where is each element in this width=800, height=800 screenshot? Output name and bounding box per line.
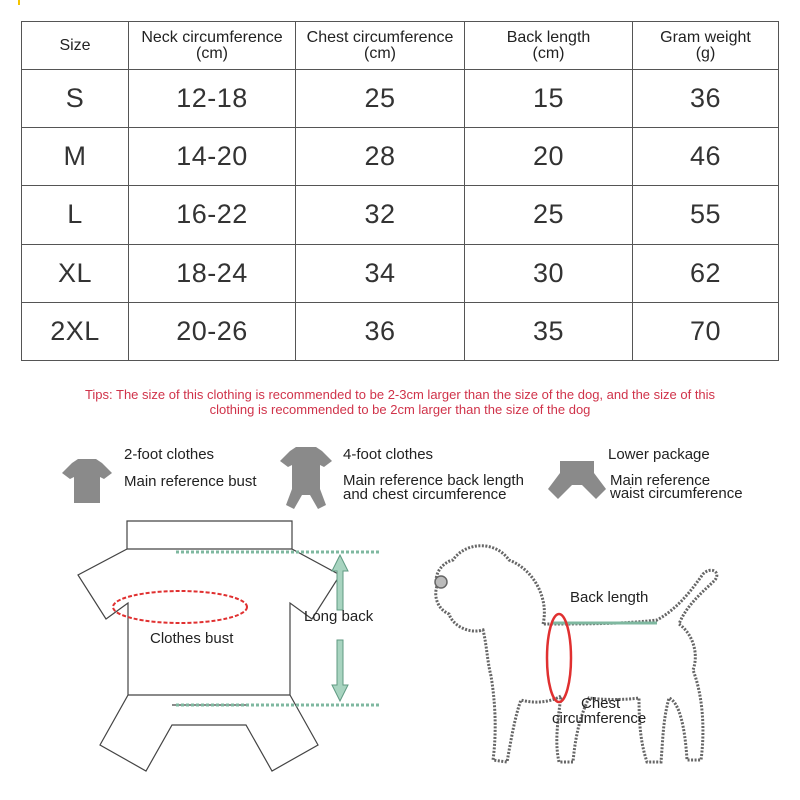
header-weight: Gram weight (g) bbox=[633, 22, 779, 70]
table-row bbox=[22, 128, 779, 186]
header-neck: Neck circumference (cm) bbox=[129, 22, 296, 70]
cell-chest: 36 bbox=[296, 302, 465, 360]
cell-back: 15 bbox=[465, 70, 633, 128]
cell-size: 2XL bbox=[22, 302, 129, 360]
clothes-bust-label: Clothes bust bbox=[150, 630, 234, 647]
cell-chest: 34 bbox=[296, 244, 465, 302]
cell-back: 20 bbox=[465, 128, 633, 186]
header-back: Back length (cm) bbox=[465, 22, 633, 70]
sizing-tips bbox=[40, 387, 760, 417]
four-foot-desc-line2: and chest circumference bbox=[343, 486, 507, 503]
cell-chest: 28 bbox=[296, 128, 465, 186]
chest-circumference-label-line2: circumference bbox=[552, 710, 647, 727]
cell-size: XL bbox=[22, 244, 129, 302]
cell-neck: 16-22 bbox=[129, 186, 296, 244]
cell-chest: 25 bbox=[296, 70, 465, 128]
clothes-diagram bbox=[76, 515, 396, 775]
cell-back: 35 bbox=[465, 302, 633, 360]
two-foot-shirt-icon bbox=[60, 455, 114, 507]
cell-weight: 70 bbox=[633, 302, 779, 360]
dog-nose-icon bbox=[435, 576, 447, 588]
back-length-label: Back length bbox=[570, 589, 649, 606]
long-back-label: Long back bbox=[304, 608, 374, 625]
tips-line-1: Tips: The size of this clothing is recommended to be 2-3cm larger than the size of the dog, and the size of this bbox=[84, 387, 716, 402]
four-foot-title: 4-foot clothes bbox=[343, 446, 434, 463]
cell-neck: 12-18 bbox=[129, 70, 296, 128]
accent-mark bbox=[18, 0, 20, 5]
cell-size: S bbox=[22, 70, 129, 128]
chest-circumference-label-line1: Chest bbox=[581, 695, 621, 712]
bust-measure-ellipse bbox=[113, 591, 247, 623]
cell-weight: 55 bbox=[633, 186, 779, 244]
cell-back: 25 bbox=[465, 186, 633, 244]
chest-measure-ring bbox=[547, 614, 571, 702]
cell-weight: 62 bbox=[633, 244, 779, 302]
size-chart-table bbox=[21, 21, 779, 361]
cell-chest: 32 bbox=[296, 186, 465, 244]
long-back-arrow bbox=[332, 555, 348, 701]
table-row bbox=[22, 302, 779, 360]
cell-neck: 20-26 bbox=[129, 302, 296, 360]
table-row bbox=[22, 244, 779, 302]
table-row bbox=[22, 70, 779, 128]
header-chest: Chest circumference (cm) bbox=[296, 22, 465, 70]
lower-package-desc-line1: Main reference bbox=[610, 472, 711, 489]
dog-diagram bbox=[425, 530, 725, 780]
table-header-row bbox=[22, 22, 779, 70]
cell-neck: 18-24 bbox=[129, 244, 296, 302]
cell-back: 30 bbox=[465, 244, 633, 302]
two-foot-desc: Main reference bust bbox=[124, 473, 257, 490]
tips-line-2: clothing is recommended to be 2cm larger than the size of the dog bbox=[209, 402, 591, 417]
lower-package-title: Lower package bbox=[608, 446, 710, 463]
four-foot-jumpsuit-icon bbox=[278, 443, 334, 513]
four-foot-desc-line1: Main reference back length bbox=[343, 472, 524, 489]
cell-size: M bbox=[22, 128, 129, 186]
dog-outline bbox=[436, 546, 717, 762]
cell-size: L bbox=[22, 186, 129, 244]
header-size: Size bbox=[22, 22, 129, 70]
table-row bbox=[22, 186, 779, 244]
cell-weight: 46 bbox=[633, 128, 779, 186]
lower-package-icon bbox=[546, 459, 608, 503]
cell-neck: 14-20 bbox=[129, 128, 296, 186]
lower-package-desc-line2: waist circumference bbox=[610, 485, 743, 502]
two-foot-title: 2-foot clothes bbox=[124, 446, 215, 463]
cell-weight: 36 bbox=[633, 70, 779, 128]
